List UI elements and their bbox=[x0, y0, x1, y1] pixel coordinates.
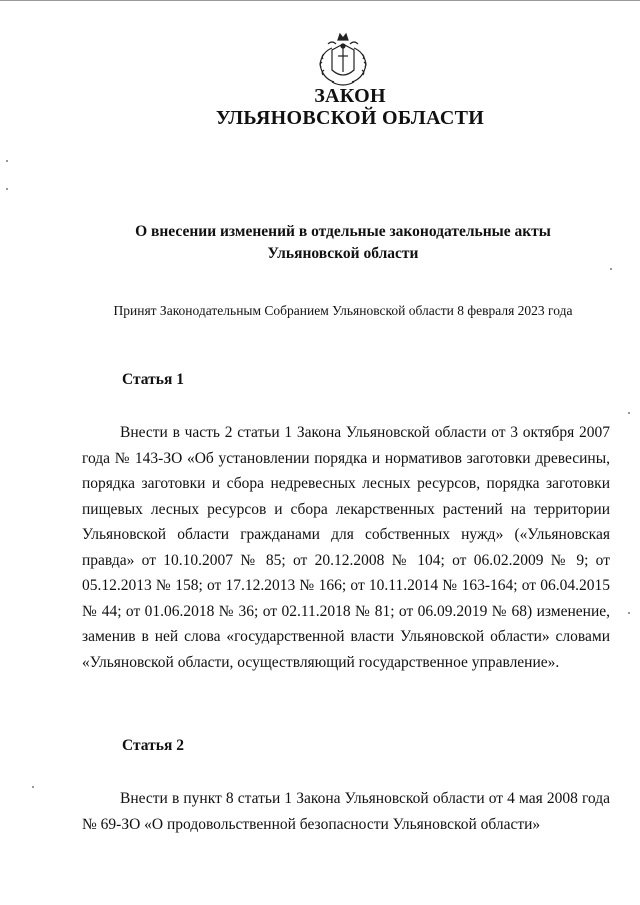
law-title-region: УЛЬЯНОВСКОЙ ОБЛАСТИ bbox=[215, 107, 485, 129]
law-title-type: ЗАКОН bbox=[314, 85, 386, 107]
article-1-text: Внести в часть 2 статьи 1 Закона Ульяновской области от 3 октября 2007 года № 143-ЗО «Об установлении порядка и нормативов заготовки древесины, порядка заготовки и сбора недревесных лесных ресурсов, порядка заготовки пищевых лесных ресурсов и сбора лекарственных растений на территории Ульяновской области гражданами для собственных нужд» («Ульяновская правда» от 10.10.2007 № 85; от 20.12.2008 № 104; от 06.02.2009 № 9; от 05.12.2013 № 158; от 17.12.2013 № 166; от 10.11.2014 № 163-164; от 06.04.2015 № 44; от 01.06.2018 № 36; от 02.11.2018 № 81; от 06.09.2019 № 68) изменение, заменив в ней слова «государственной власти Ульяновской области» словами «Ульяновской области, осуществляющий государственное управление». bbox=[82, 424, 610, 671]
scan-artifact-dot bbox=[628, 412, 630, 414]
scan-artifact-line bbox=[0, 0, 640, 1]
article-2-text: Внести в пункт 8 статьи 1 Закона Ульяновской области от 4 мая 2008 года № 69-ЗО «О продовольственной безопасности Ульяновской области» bbox=[82, 790, 610, 833]
scan-artifact-dot bbox=[32, 786, 34, 788]
scan-artifact-dot bbox=[6, 188, 8, 190]
scan-artifact-dot bbox=[610, 268, 612, 270]
article-1-title: Статья 1 bbox=[122, 371, 184, 388]
adoption-line: Принят Законодательным Собранием Ульяновской области 8 февраля 2023 года bbox=[113, 303, 573, 318]
article-2-title: Статья 2 bbox=[122, 737, 184, 754]
scan-artifact-dot bbox=[628, 612, 630, 614]
coat-of-arms-icon bbox=[308, 24, 378, 94]
scan-artifact-dot bbox=[6, 160, 8, 162]
law-subject: О внесении изменений в отдельные законодательные акты Ульяновской области bbox=[135, 223, 551, 262]
